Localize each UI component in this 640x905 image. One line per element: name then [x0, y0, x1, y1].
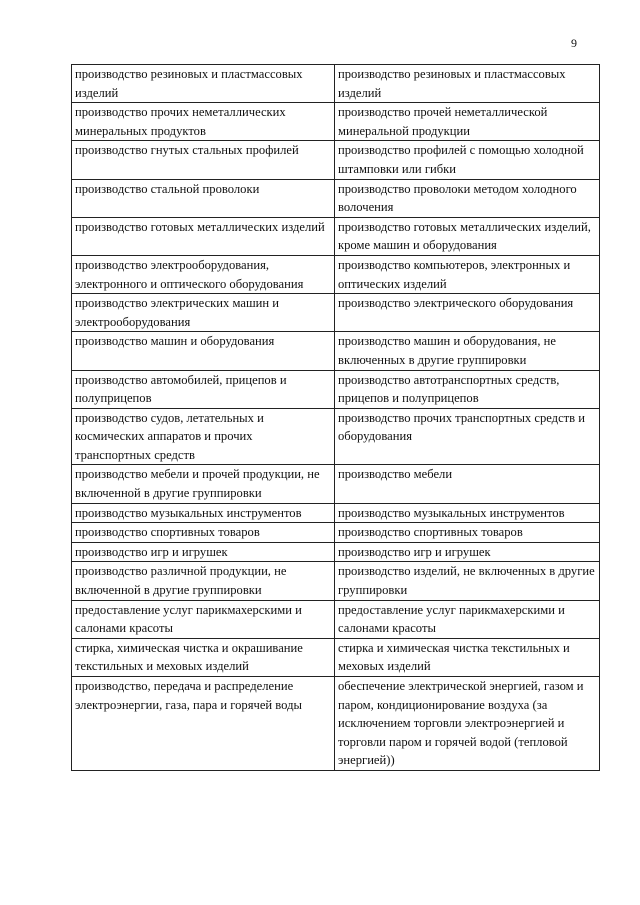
cell-old-classification: производство электрооборудования, электронного и оптического оборудования	[72, 255, 335, 293]
page-number: 9	[571, 36, 577, 50]
cell-old-classification: производство резиновых и пластмассовых изделий	[72, 65, 335, 103]
cell-old-classification: производство готовых металлических изделий	[72, 217, 335, 255]
cell-new-classification: производство готовых металлических изделий, кроме машин и оборудования	[335, 217, 600, 255]
table-row	[72, 562, 600, 600]
cell-old-classification: стирка, химическая чистка и окрашивание текстильных и меховых изделий	[72, 638, 335, 676]
table-row	[72, 332, 600, 370]
activity-mapping-table	[71, 64, 600, 771]
table-row	[72, 370, 600, 408]
cell-old-classification: производство прочих неметаллических минеральных продуктов	[72, 103, 335, 141]
table-row	[72, 103, 600, 141]
table-row	[72, 542, 600, 562]
cell-old-classification: производство автомобилей, прицепов и полуприцепов	[72, 370, 335, 408]
table-row	[72, 465, 600, 503]
cell-new-classification: производство компьютеров, электронных и оптических изделий	[335, 255, 600, 293]
table-row	[72, 523, 600, 543]
table-row	[72, 65, 600, 103]
cell-old-classification: производство стальной проволоки	[72, 179, 335, 217]
table-row	[72, 600, 600, 638]
table-row	[72, 217, 600, 255]
cell-old-classification: производство игр и игрушек	[72, 542, 335, 562]
cell-new-classification: производство машин и оборудования, не включенных в другие группировки	[335, 332, 600, 370]
table-row	[72, 677, 600, 771]
cell-new-classification: производство музыкальных инструментов	[335, 503, 600, 523]
cell-new-classification: производство электрического оборудования	[335, 294, 600, 332]
cell-new-classification: производство автотранспортных средств, прицепов и полуприцепов	[335, 370, 600, 408]
cell-old-classification: производство электрических машин и электрооборудования	[72, 294, 335, 332]
table-row	[72, 179, 600, 217]
cell-old-classification: производство различной продукции, не включенной в другие группировки	[72, 562, 335, 600]
cell-new-classification: производство прочей неметаллической минеральной продукции	[335, 103, 600, 141]
cell-new-classification: производство изделий, не включенных в другие группировки	[335, 562, 600, 600]
cell-new-classification: производство спортивных товаров	[335, 523, 600, 543]
table-row	[72, 294, 600, 332]
cell-old-classification: производство машин и оборудования	[72, 332, 335, 370]
cell-new-classification: производство игр и игрушек	[335, 542, 600, 562]
cell-old-classification: производство гнутых стальных профилей	[72, 141, 335, 179]
table-row	[72, 255, 600, 293]
cell-old-classification: производство судов, летательных и космических аппаратов и прочих транспортных средств	[72, 408, 335, 465]
cell-new-classification: предоставление услуг парикмахерскими и салонами красоты	[335, 600, 600, 638]
table-row	[72, 503, 600, 523]
cell-new-classification: стирка и химическая чистка текстильных и меховых изделий	[335, 638, 600, 676]
cell-new-classification: производство резиновых и пластмассовых изделий	[335, 65, 600, 103]
table-row	[72, 408, 600, 465]
cell-old-classification: производство спортивных товаров	[72, 523, 335, 543]
cell-new-classification: производство профилей с помощью холодной штамповки или гибки	[335, 141, 600, 179]
cell-old-classification: производство музыкальных инструментов	[72, 503, 335, 523]
cell-new-classification: производство прочих транспортных средств и оборудования	[335, 408, 600, 465]
table-row	[72, 141, 600, 179]
cell-old-classification: предоставление услуг парикмахерскими и салонами красоты	[72, 600, 335, 638]
cell-old-classification: производство, передача и распределение электроэнергии, газа, пара и горячей воды	[72, 677, 335, 771]
cell-new-classification: производство мебели	[335, 465, 600, 503]
cell-old-classification: производство мебели и прочей продукции, не включенной в другие группировки	[72, 465, 335, 503]
table-body	[72, 65, 600, 771]
cell-new-classification: производство проволоки методом холодного волочения	[335, 179, 600, 217]
cell-new-classification: обеспечение электрической энергией, газом и паром, кондиционирование воздуха (за исключением торговли электроэнергией и торговли паром и горячей водой (тепловой энергией))	[335, 677, 600, 771]
table-row	[72, 638, 600, 676]
